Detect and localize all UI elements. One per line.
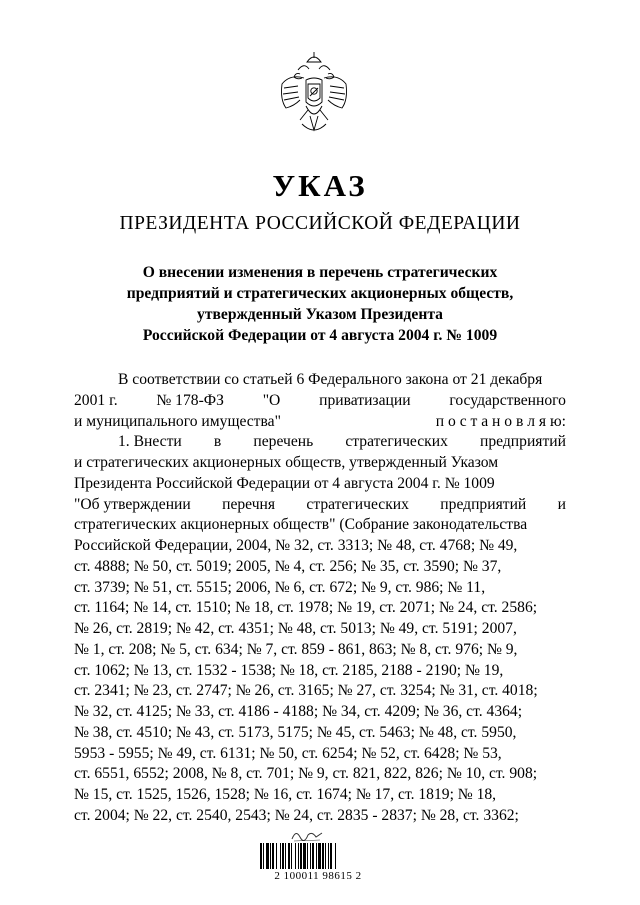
body-line <box>74 495 566 516</box>
barcode-bar <box>322 843 324 869</box>
barcode-bar <box>300 843 302 869</box>
body-text: В соответствии со статьей 6 Федерального закона от 21 декабря <box>118 371 543 388</box>
body-line <box>74 432 566 453</box>
body-text: "О <box>262 391 281 409</box>
body-line <box>74 370 566 391</box>
document-title: УКАЗ <box>272 168 368 203</box>
barcode-bar <box>272 843 274 869</box>
barcode-bar <box>266 843 269 869</box>
body-line <box>74 681 566 702</box>
body-text: предприятий <box>440 495 527 513</box>
body-line <box>74 744 566 765</box>
body-text: стратегических акционерных обществ" (Собрание законодательства <box>74 516 528 534</box>
body-line <box>74 764 566 785</box>
body-text: государственного <box>449 391 566 409</box>
barcode-bar <box>298 843 299 869</box>
body-text: в <box>213 433 222 451</box>
barcode-bar <box>285 843 286 869</box>
body-line <box>74 453 566 474</box>
body-text: Российской Федерации, 2004, № 32, ст. 3313; № 48, ст. 4768; № 49, <box>74 537 518 554</box>
body-text: 1. Внести <box>118 433 182 451</box>
document-subtitle: ПРЕЗИДЕНТА РОССИЙСКОЙ ФЕДЕРАЦИИ <box>119 213 521 234</box>
heading-line: предприятий и стратегических акционерных обществ, <box>126 285 514 302</box>
barcode-number: 2 100011 98615 2 <box>274 870 362 882</box>
body-line <box>74 619 566 640</box>
barcode-bar <box>303 843 306 869</box>
body-line <box>74 640 566 661</box>
body-text: № 26, ст. 2819; № 42, ст. 4351; № 48, ст. 5013; № 49, ст. 5191; 2007, <box>74 620 517 637</box>
body-text: ст. 6551, 6552; 2008, № 8, ст. 701; № 9, ст. 821, 822, 826; № 10, ст. 908; <box>74 765 538 783</box>
body-text: приватизации <box>319 391 411 409</box>
body-text: ст. 4888; № 50, ст. 5019; 2005, № 4, ст. 256; № 35, ст. 3590; № 37, <box>74 557 502 575</box>
body-text: ст. 3739; № 51, ст. 5515; 2006, № 6, ст. 672; № 9, ст. 986; № 11, <box>74 578 486 596</box>
body-line <box>74 412 566 433</box>
body-line <box>74 702 566 723</box>
body-text: перечень <box>253 433 314 451</box>
heading-line: Российской Федерации от 4 августа 2004 г. № 1009 <box>142 327 498 344</box>
barcode-bar <box>280 843 281 869</box>
body-text: ст. 2004; № 22, ст. 2540, 2543; № 24, ст. 2835 - 2837; № 28, ст. 3362; <box>74 806 519 824</box>
body-text: 2001 г. <box>74 391 118 409</box>
heading-line: О внесении изменения в перечень стратегических <box>142 264 498 281</box>
body-text: ст. 1164; № 14, ст. 1510; № 18, ст. 1978; № 19, ст. 2071; № 24, ст. 2586; <box>74 599 538 617</box>
body-text: предприятий <box>480 433 566 451</box>
body-line <box>74 598 566 619</box>
russian-coat-of-arms-icon <box>276 50 352 142</box>
barcode-bar <box>307 843 308 869</box>
body-text: № 15, ст. 1525, 1526, 1528; № 16, ст. 1674; № 17, ст. 1819; № 18, <box>74 786 497 803</box>
decree-body <box>74 370 566 827</box>
body-line <box>74 391 566 412</box>
body-text: ст. 2341; № 23, ст. 2747; № 26, ст. 3165; № 27, ст. 3254; № 31, ст. 4018; <box>74 682 538 700</box>
barcode-bar <box>276 843 277 869</box>
barcode-bar <box>335 843 336 869</box>
body-line <box>74 557 566 578</box>
body-line <box>74 578 566 599</box>
body-line <box>74 785 566 806</box>
barcode-bar <box>316 843 317 869</box>
barcode-bar <box>282 843 284 869</box>
body-line <box>74 661 566 682</box>
body-text: перечня <box>222 495 276 513</box>
barcode-bar <box>263 843 264 869</box>
handwritten-mark-icon <box>288 827 328 843</box>
body-line <box>74 515 566 536</box>
barcode-bar <box>310 843 311 869</box>
body-line <box>74 806 566 827</box>
body-text: и стратегических акционерных обществ, утвержденный Указом <box>74 454 499 471</box>
body-text: № 178-ФЗ <box>156 391 224 409</box>
body-line <box>74 723 566 744</box>
body-text: № 38, ст. 4510; № 43, ст. 5173, 5175; № 45, ст. 5463; № 48, ст. 5950, <box>74 723 517 741</box>
body-text: "Об утверждении <box>74 495 191 513</box>
body-text: и муниципального имущества" <box>74 412 281 430</box>
barcode-bar <box>318 843 321 869</box>
body-text: Президента Российской Федерации от 4 августа 2004 г. № 1009 <box>74 474 495 492</box>
barcode-icon <box>258 843 378 871</box>
barcode-bar <box>312 843 314 869</box>
body-text: п о с т а н о в л я ю: <box>435 412 566 430</box>
barcode-bar <box>288 843 290 869</box>
barcode-bar <box>295 843 296 869</box>
heading-line: утвержденный Указом Президента <box>197 306 443 323</box>
barcode-bar <box>291 843 292 869</box>
body-line <box>74 536 566 557</box>
body-text: и <box>557 495 566 513</box>
body-text: стратегических <box>306 495 409 513</box>
barcode-bar <box>270 843 271 869</box>
barcode-bar <box>330 843 332 869</box>
body-text: 5953 - 5955; № 49, ст. 6131; № 50, ст. 6254; № 52, ст. 6428; № 53, <box>74 744 502 762</box>
barcode-bar <box>328 843 329 869</box>
barcode-bar <box>260 843 262 869</box>
body-text: № 32, ст. 4125; № 33, ст. 4186 - 4188; № 34, ст. 4209; № 36, ст. 4364; <box>74 703 523 720</box>
barcode-bar <box>325 843 326 869</box>
body-text: стратегических <box>345 433 448 451</box>
decree-heading <box>0 262 640 346</box>
body-line <box>74 474 566 495</box>
body-text: № 1, ст. 208; № 5, ст. 634; № 7, ст. 859 - 861, 863; № 8, ст. 976; № 9, <box>74 640 518 658</box>
body-text: ст. 1062; № 13, ст. 1532 - 1538; № 18, ст. 2185, 2188 - 2190; № 19, <box>74 661 504 679</box>
